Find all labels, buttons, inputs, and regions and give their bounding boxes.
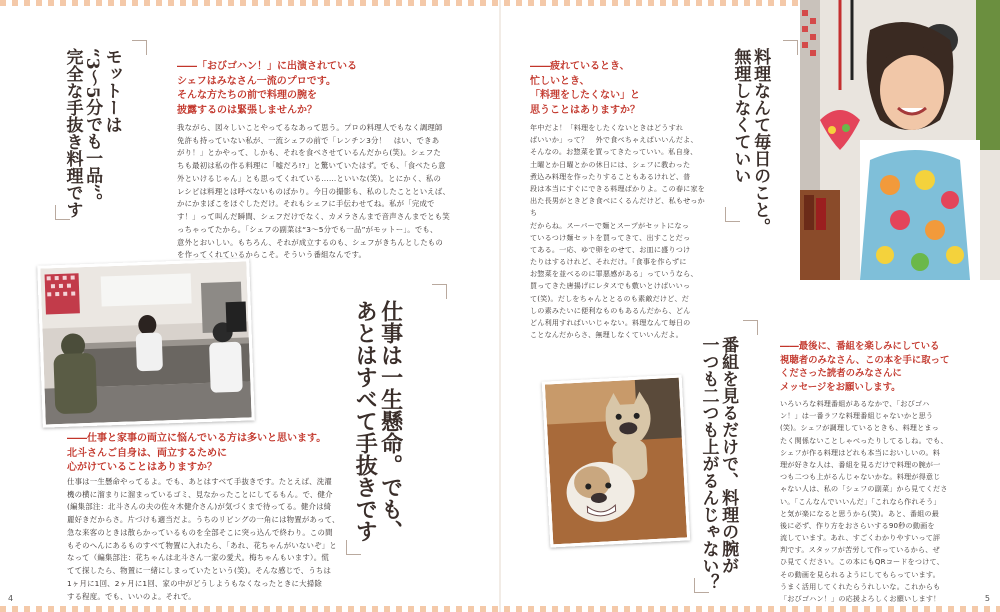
headline-no-need-to-push bbox=[730, 48, 771, 235]
pet-dogs-photo bbox=[542, 374, 690, 547]
page-spine bbox=[499, 0, 501, 612]
interview-question-3: ――疲れているとき、 忙しいとき、 「料理をしたくない」と 思うことはありますか？ bbox=[530, 61, 640, 116]
page-number-right: 5 bbox=[984, 594, 990, 603]
title-bracket-top bbox=[432, 284, 447, 299]
title-bracket-top bbox=[783, 40, 798, 55]
title-bracket-top bbox=[132, 40, 147, 55]
title-bracket-top bbox=[743, 320, 758, 335]
title-bracket-bottom bbox=[55, 205, 70, 220]
headline-work-hard-line-2: あとはすべて手抜きです bbox=[352, 300, 379, 542]
interview-answer-2: 仕事は一生懸命やってるよ。でも、あとはすべて手抜きです。たとえば、洗濯 機の横に溜まりに溜まっているゴミ、見なかったことにしてるもん。で、健介 (編集部注：北斗さんの夫の佐々木健介さん)が気づくまで待ってる。健介は綺 麗好きだからさ。片づけも適当だよ。うちのリビングの一角には物置があって、 急な来客のときは散らかっているものを全部そこに突っ込んで終わり。この間 もそのへんにあるものすべて物置に入れたら、「あれ、花ちゃんがいないぞ」と なって（編集部注：花ちゃんは北斗さん一家の愛犬。梅ちゃんもいます）。慌 てて探したら、物置に一緒にしまっていたという(笑)。そんな感じで、うちは 1ヶ月に1回、2ヶ月に1回、家の中がどうしようもなくなったときに大掃除 する程度。でも、いいのよ。それで。 bbox=[67, 477, 340, 601]
headline-work-hard-line-1: 仕事は一生懸命。でも、 bbox=[377, 300, 404, 542]
kitchen-studio-photo bbox=[37, 258, 255, 427]
interview-question-2: ――仕事と家事の両立に悩んでいる方は多いと思います。 北斗さんご自身は、両立するために 心がけていることはありますか？ bbox=[67, 433, 327, 473]
headline-no-need-line-1: 料理なんて毎日のこと。 bbox=[750, 48, 771, 235]
headline-skill-up bbox=[698, 336, 739, 591]
interview-answer-1: 我ながら、図々しいことやってるなあって思う。プロの料理人でもなく調理師 免許も持っていない私が、一流シェフの前で「レンチン3分！ はい、できあ がり！」とかやって、しかも、それを食べさせているんだから(笑)。シェフた ちも最初は私の作る料理に「嘘だろ!?」と驚いていたはず。でも、「食べたら意 外といけるじゃん」とも思ってくれている……といいな(笑)。とにかく、私の レシピは料理とは呼べないものばかり。今日の撮影も、私のしたことといえば、 かにかまぼこをほぐしただけ。それもシェフに手伝わせてね。私が「完成で す！」って叫んだ瞬間、シェフだけでなく、カメラさんまで音声さんまでとも笑 っちゃってたから。「シェフの副菜は“3〜5分でも一品”がモットー」。でも、 意外とおいしい。もちろん、それが成立するのも、シェフがきちんとしたもの を作ってくれているからこそ。そういう番組なんです。 bbox=[177, 123, 451, 260]
title-bracket-bottom bbox=[725, 207, 740, 222]
headline-skill-up-line-1: 番組を見るだけで、料理の腕が bbox=[718, 336, 739, 574]
headline-motto-line-2: “3〜5分でも一品”。 bbox=[82, 48, 103, 211]
interview-question-1: ――「おびゴハン！」に出演されている シェフはみなさん一流のプロです。 そんな方たちの前で料理の腕を 披露するのは緊張しませんか？ bbox=[177, 61, 357, 116]
headline-motto bbox=[62, 48, 122, 218]
headline-skill-up-line-2: 一つも二つも上がるんじゃない？ bbox=[698, 336, 719, 591]
page-number-left: 4 bbox=[8, 594, 14, 603]
headline-no-need-line-2: 無理しなくていい bbox=[730, 48, 751, 184]
interview-question-4: ――最後に、番組を楽しみにしている 視聴者のみなさん、この本を手に取って くださった読者のみなさんに メッセージをお願いします。 bbox=[780, 341, 950, 393]
hokuto-portrait-photo bbox=[800, 0, 1000, 280]
headline-motto-line-1: モットーは bbox=[101, 48, 122, 133]
interview-answer-4: いろいろな料理番組があるなかで、「おびゴハ ン！」は一番ラフな料理番組じゃないかと思う (笑)。シェフが調理しているときも、料理とまっ たく関係ないことしゃべったりしてるしね。でも、 シェフが作る料理はどれも本当においしいの。料 理が好きな人は、番組を見るだけで料理の腕が一 つも二つも上がるんじゃないかな。料理が得意じ ゃない人は、私の「シェフの副菜」から見てくださ い。「こんなんでいいんだ」「これなら作れそう」 と気が楽になると思うから(笑)。あと、番組の最 後に必ず、作り方をおさらいする90秒の動画を 流しています。あれ、すごくわかりやすいって評 判です。スタッフが苦労して作っているから、ぜ ひ見てください。この本にもQRコードをつけて、 その動画を見られるようにしてもらっています。 うまく活用してくれたらうれしいな。これからも 「おびゴハン！」の応援よろしくお願いします！ bbox=[780, 399, 948, 603]
headline-motto-line-3: 完全な手抜き料理です bbox=[62, 48, 83, 218]
title-bracket-bottom bbox=[694, 578, 709, 593]
interview-answer-3: 年中だよ！「料理をしたくないときはどうすれ ばいいか」って？ 外で食べちゃえばいいんだよ、 そんなの。お惣菜を買ってきたっていい。私自身、 土曜とか日曜とかの休日には、シェフに教わった 煮込み料理を作ったりすることもあるけれど、普 段は本当にすぐにできる料理ばかりよ。この春に家を 出た長男がときどき食べにくるんだけど、私もせっかち だからね。スーパーで麺とスープがセットになっ ているつけ麺セットを買ってきて、出すことだっ てある。一応、ゆで卵をのせて、お皿に盛りつけ たりはするけれど、それだけ。「食事を作らずに お惣菜を並べるのに罪悪感がある」っていうなら、 買ってきた唐揚げにレタスでも敷いとけばいいっ て(笑)。だしをちゃんととるのも素敵だけど、だ しの素みたいに便利なものもあるんだから、どん どん利用すればいいじゃない。料理なんて毎日の ことなんだからさ、無理しなくていいんだよ。 bbox=[530, 123, 706, 340]
